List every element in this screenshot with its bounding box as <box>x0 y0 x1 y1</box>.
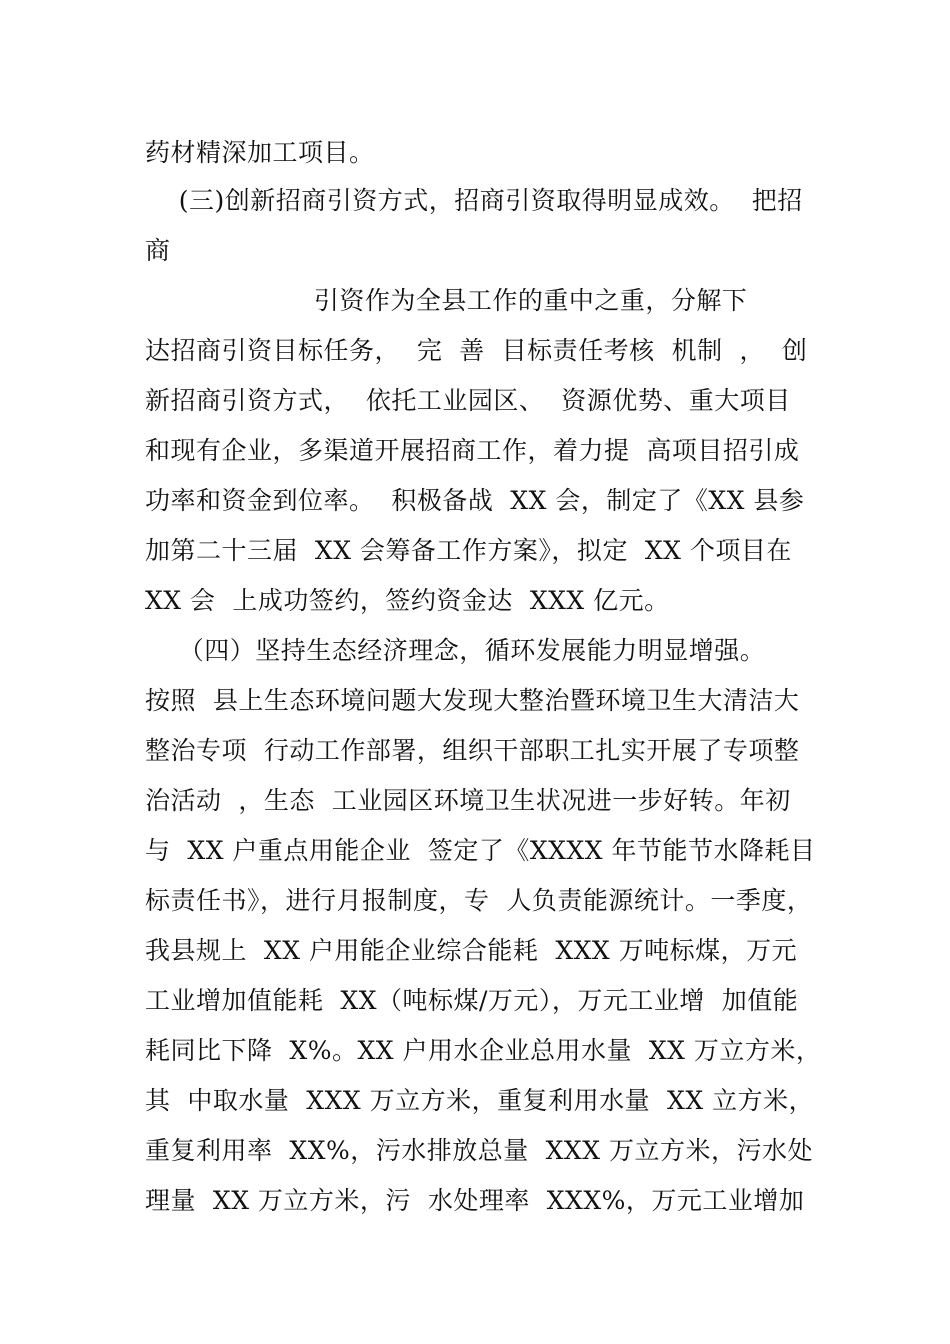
text-line: 其 中取水量 XXX 万立方米，重复利用水量 XX 立方米， <box>145 1086 815 1115</box>
text-line: (三)创新招商引资方式，招商引资取得明显成效。 把招 <box>145 186 803 215</box>
text-line: 达招商引资目标任务， 完 善 目标责任考核 机制 ， 创 <box>145 336 808 365</box>
text-line: 加第二十三届 XX 会筹备工作方案》，拟定 XX 个项目在 <box>145 536 792 565</box>
text-line: 引资作为全县工作的重中之重，分解下 <box>145 286 748 315</box>
text-line: 按照 县上生态环境问题大发现大整治暨环境卫生大清洁大 <box>145 686 800 715</box>
text-line: 我县规上 XX 户用能企业综合能耗 XXX 万吨标煤，万元 <box>145 936 798 965</box>
text-line: 新招商引资方式， 依托工业园区、 资源优势、重大项目 <box>145 386 791 415</box>
text-line: 商 <box>145 236 171 265</box>
text-line: 理量 XX 万立方米，污 水处理率 XXX%，万元工业增加 <box>145 1186 805 1215</box>
text-line: 工业增加值能耗 XX（吨标煤/万元），万元工业增 加值能 <box>145 986 799 1015</box>
text-line: （四）坚持生态经济理念，循环发展能力明显增强。 <box>145 636 766 665</box>
text-line: 与 XX 户重点用能企业 签定了《XXXX 年节能节水降耗目 <box>145 836 816 865</box>
text-line: 重复利用率 XX%，污水排放总量 XXX 万立方米，污水处 <box>145 1136 813 1165</box>
text-line: 耗同比下降 X%。XX 户用水企业总用水量 XX 万立方米， <box>145 1036 822 1065</box>
text-line: 标责任书》，进行月报制度，专 人负责能源统计。一季度， <box>145 886 813 915</box>
text-line: 和现有企业，多渠道开展招商工作，着力提 高项目招引成 <box>145 436 800 465</box>
text-line: XX 会 上成功签约，签约资金达 XXX 亿元。 <box>145 586 670 615</box>
text-line: 整治专项 行动工作部署，组织干部职工扎实开展了专项整 <box>145 736 800 765</box>
text-line: 功率和资金到位率。 积极备战 XX 会，制定了《XX 县参 <box>145 486 805 515</box>
text-line: 治活动 ，生态 工业园区环境卫生状况进一步好转。年初 <box>145 786 791 815</box>
text-line: 药材精深加工项目。 <box>145 138 375 167</box>
